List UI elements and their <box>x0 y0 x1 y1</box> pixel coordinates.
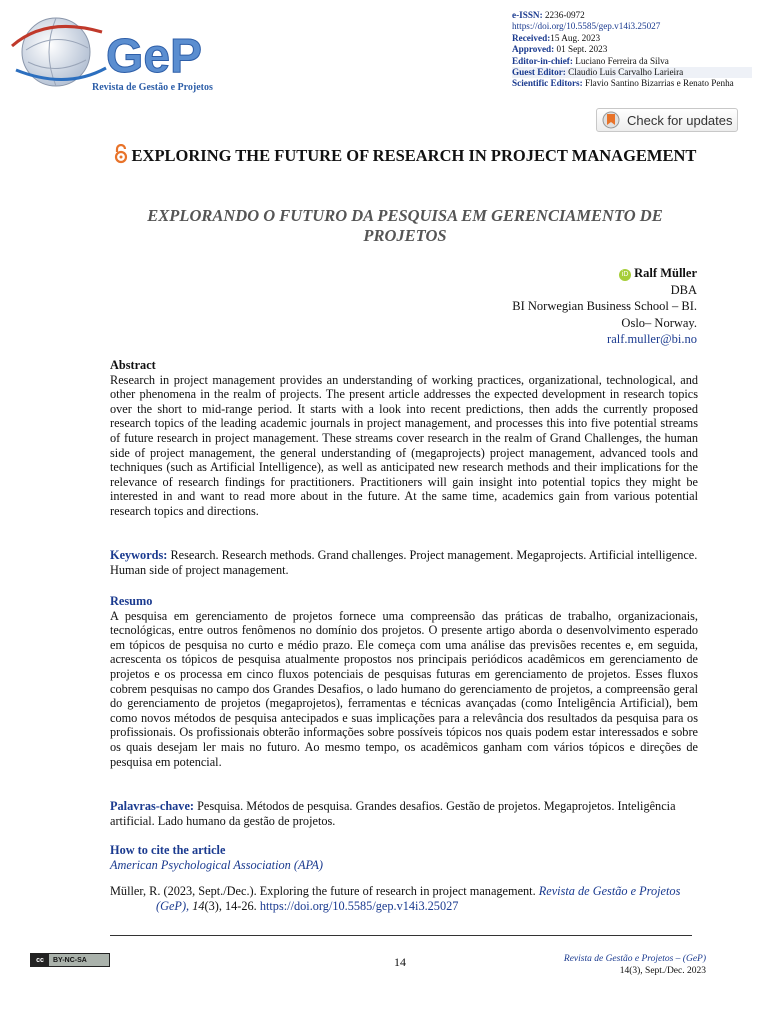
keywords-label: Keywords: <box>110 548 168 562</box>
doi-link[interactable]: https://doi.org/10.5585/gep.v14i3.25027 <box>512 21 661 32</box>
page-number: 14 <box>394 955 406 969</box>
reference-volume: 14 <box>192 898 205 913</box>
guest-editor-row <box>512 67 752 78</box>
reference-author: Müller, R. (2023, Sept./Dec.). Exploring the future of research in project management. <box>110 884 536 899</box>
author-name: Ralf Müller <box>634 266 697 280</box>
resumo-section <box>110 594 698 769</box>
creative-commons-icon: cc <box>31 954 49 966</box>
author-affiliation: BI Norwegian Business School – BI. <box>512 299 697 313</box>
approved-row <box>512 44 752 55</box>
guest-value: Claudio Luis Carvalho Larieira <box>568 67 684 78</box>
article-metadata <box>512 10 752 90</box>
scientific-label: Scientific Editors: <box>512 78 583 89</box>
bookmark-update-icon <box>601 111 621 129</box>
author-degree: DBA <box>670 282 697 297</box>
scientific-editors-row <box>512 78 752 89</box>
eissn-label: e-ISSN: <box>512 10 543 20</box>
article-subtitle: EXPLORANDO O FUTURO DA PESQUISA EM GERENCIAMENTO DE PROJETOS <box>147 206 663 245</box>
globe-logo-icon <box>6 10 246 100</box>
abstract-section <box>110 358 698 519</box>
resumo-text: A pesquisa em gerenciamento de projetos fornece uma compreensão das práticas de trabalho, organizacionais, tecnológicas, entre outros fenômenos no domínio dos projetos. O presente artigo aborda o desenvolvimento esperado em tópicos de pesquisa no curto e médio prazo. Ele começa com uma análise das previsões recentes e, em seguida, acrescenta os tópicos de pesquisa atualmente propostos nos principais periódicos acadêmicos em gerenciamento de projetos e os processa em cinco fluxos potenciais de pesquisas futuras em gerenciamento de projetos. Esses fluxos cobrem pesquisas no campo dos Grandes Desafios, o lado humano do gerenciamento de projetos, a compreensão geral do gerenciamento de projetos (megaprojetos), ferramentas e técnicas avançadas (como Inteligência Artificial), bem como novos métodos de pesquisa antecipados e suas implicações para a relevância dos resultados da pesquisa para os profissionais. Os profissionais obterão informações sobre possíveis tópicos nos quais podem estar interessados e sobre os quais desejam ler mais no futuro. Ao mesmo tempo, os acadêmicos ganham com vários tópicos e direções de pesquisa em potencial. <box>110 608 698 769</box>
received-label: Received: <box>512 32 551 43</box>
editor-label: Editor-in-chief: <box>512 55 573 66</box>
scientific-value: Flavio Santino Bizarrias e Renato Penha <box>584 78 734 89</box>
reference-issue-pages: (3), 14-26. <box>204 898 257 913</box>
reference-journal: Revista de Gestão e Projetos (GeP), <box>156 884 681 913</box>
author-email-link[interactable]: ralf.muller@bi.no <box>607 332 697 346</box>
editor-row <box>512 56 752 67</box>
reference-doi-link[interactable]: https://doi.org/10.5585/gep.v14i3.25027 <box>259 898 459 913</box>
palavras-chave-section <box>110 799 698 828</box>
citation-reference <box>110 884 698 913</box>
footer-divider <box>110 935 692 936</box>
received-row <box>512 33 752 44</box>
footer-issue: 14(3), Sept./Dec. 2023 <box>619 966 706 976</box>
journal-logo <box>6 10 246 100</box>
palavras-chave-text: Pesquisa. Métodos de pesquisa. Grandes desafios. Gestão de projetos. Megaprojetos. Inteligência artificial. Lado humano da gestão de projetos. <box>110 799 676 828</box>
logo-caption: Revista de Gestão e Projetos <box>92 82 213 93</box>
keywords-section <box>110 548 698 577</box>
author-block <box>380 265 697 348</box>
title-text: EXPLORING THE FUTURE OF RESEARCH IN PROJECT MANAGEMENT <box>131 146 697 165</box>
received-value: 15 Aug. 2023 <box>550 32 601 43</box>
abstract-heading: Abstract <box>110 358 156 372</box>
abstract-text: Research in project management provides an understanding of working practices, organizational, technological, and other phenomena in the realm of projects. The present article addresses the expected development in research topics over the short to mid-range period. It starts with a look into recent predictions, then adds the currently proposed research topics of the leading academic journals in project management, and processes this into five potential streams of future research in project management. These streams cover research in the realm of Grand Challenges, the human side of project management, the general understanding of (megaprojects) project management, advanced tools and techniques (such as Artificial Intelligence), as well as anticipated new research methods and their implications for the relevance of research findings for practitioners. Practitioners will gain insight into potential topics they might be interested in and want to read more about in the future. At the same time, academics gain from various potential research topics and directions. <box>110 372 698 518</box>
keywords-text: Research. Research methods. Grand challenges. Project management. Megaprojects. Artificial intelligence. Human side of project management. <box>110 548 698 577</box>
guest-label: Guest Editor: <box>512 67 566 78</box>
logo-mark: GeP <box>106 30 203 83</box>
citation-style: American Psychological Association (APA) <box>110 857 323 872</box>
resumo-heading: Resumo <box>110 594 153 608</box>
footer-journal-info <box>470 953 706 977</box>
article-title <box>110 144 700 169</box>
editor-value: Luciano Ferreira da Silva <box>575 55 669 66</box>
palavras-chave-label: Palavras-chave: <box>110 799 195 813</box>
eissn-value: 2236-0972 <box>544 10 585 20</box>
citation-section <box>110 843 698 913</box>
approved-value: 01 Sept. 2023 <box>556 44 608 55</box>
orcid-icon[interactable]: iD <box>619 269 631 281</box>
license-label: BY-NC-SA <box>53 956 87 964</box>
open-access-icon <box>114 144 128 169</box>
check-for-updates-button[interactable] <box>596 108 738 132</box>
footer-journal: Revista de Gestão e Projetos – (GeP) <box>563 954 706 964</box>
cc-license-badge[interactable] <box>30 953 110 967</box>
citation-heading: How to cite the article <box>110 843 226 857</box>
author-location: Oslo– Norway. <box>621 315 697 330</box>
check-for-updates-label: Check for updates <box>627 112 733 128</box>
eissn-row <box>512 10 752 21</box>
approved-label: Approved: <box>512 44 555 55</box>
